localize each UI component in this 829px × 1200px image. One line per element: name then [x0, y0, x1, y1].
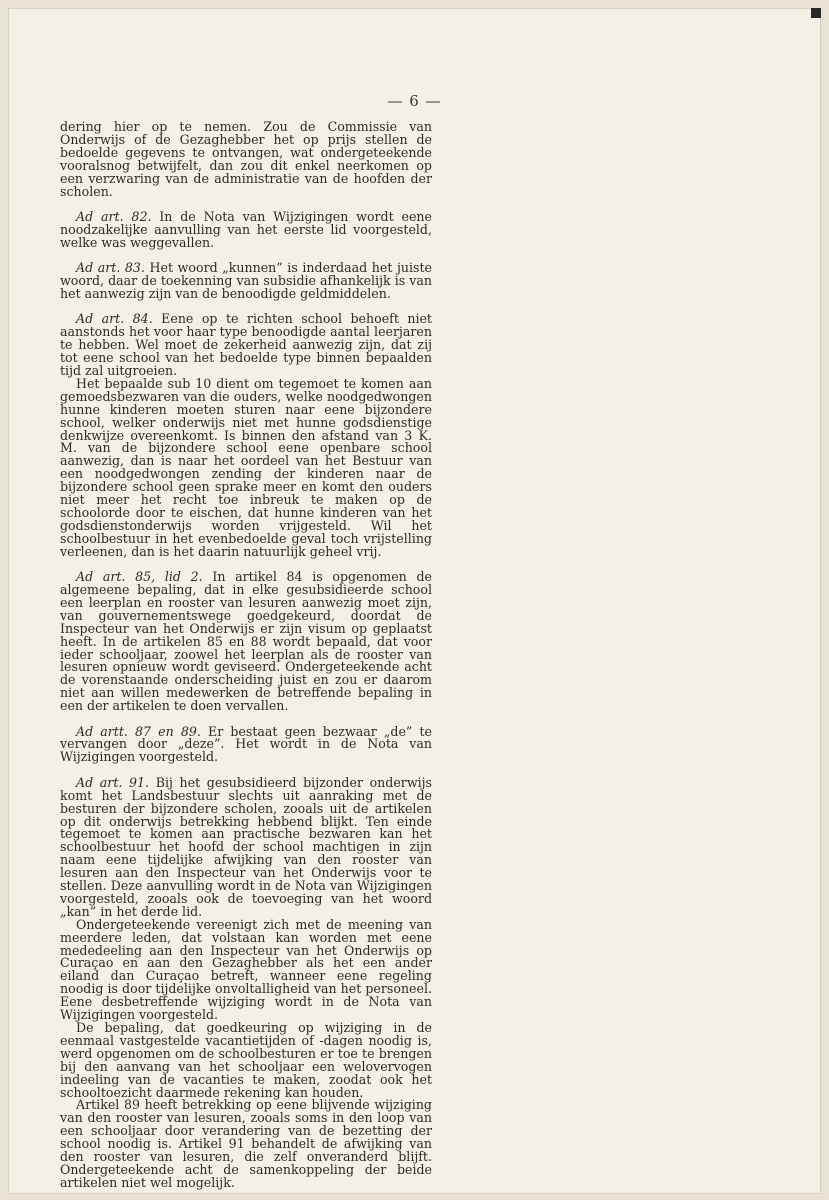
paragraph: Ad art. 91. Bij het gesubsidieerd bijzonder onderwijs komt het Landsbestuur slechts uit aanraking met de besturen der bijzondere scholen, zooals uit de artikelen op dit onderwijs betrekking hebbend blijkt. Ten einde tegemoet te komen aan practische bezwaren kan het schoolbestuur het hoofd der school machtigen in zijn naam eene tijdelijke afwijking van den rooster van lesuren aan den Inspecteur van het Onderwijs voor te stellen. Deze aanvulling wordt in de Nota van Wijzigingen voorgesteld, zooals ook de toevoeging van het woord „kan” in het derde lid. — [60, 774, 432, 919]
article-reference: Ad artt. 87 en 89. — [76, 723, 201, 739]
paragraph: De bepaling, dat goedkeuring op wijziging in de eenmaal vastgestelde vacantietijden of -dagen noodig is, werd opgenomen om de schoolbesturen er toe te brengen bij den aanvang van het schooljaar een welovervogen indeeling van de vacanties te maken, zoodat ook het schooltoezicht daarmede rekening kan houden. — [60, 1020, 432, 1100]
article-reference: Ad art. 82. — [76, 208, 152, 224]
article-reference: Ad art. 85, lid 2. — [76, 569, 203, 585]
paragraph: Het bepaalde sub 10 dient om tegemoet te komen aan gemoedsbezwaren van die ouders, welke noodgedwongen hunne kinderen moeten sturen naar eene bijzondere school, welker onderwijs niet met hunne godsdienstige denkwijze overeenkomt. Is binnen den afstand van 3 K. M. van de bijzondere school eene openbare school aanwezig, dan is naar het oordeel van het Bestuur van een noodgedwongen zending der kinderen naar de bijzondere school geen sprake meer en komt den ouders niet meer het recht toe inbreuk te maken op de schoolorde door te eischen, dat hunne kinderen van het godsdienstonderwijs worden vrijgesteld. Wil het schoolbestuur in het evenbedoelde geval toch vrijstelling verleenen, dan is het daarin natuurlijk geheel vrij. — [60, 375, 432, 559]
article-reference: Ad art. 91. — [76, 774, 150, 790]
paragraph: Ad art. 84. Eene op te richten school behoeft niet aanstonds het voor haar type benoodigde aantal leerjaren te hebben. Wel moet de zekerheid aanwezig zijn, dat zij tot eene school van het bedoelde type binnen bepaalden tijd zal uitgroeien. — [60, 311, 432, 378]
paragraph: dering hier op te nemen. Zou de Commissie van Onderwijs of de Gezaghebber het op prijs stellen de bedoelde gegevens te ontvangen, wat ondergeteekende vooralsnog betwijfelt, dan zou dit enkel neerkomen op een verzwaring van de administratie van de hoofden der scholen. — [60, 119, 432, 199]
corner-marker — [811, 8, 821, 18]
body-text — [60, 121, 432, 1190]
paragraph: Ad art. 83. Het woord „kunnen” is inderdaad het juiste woord, daar de toekenning van subsidie afhankelijk is van het aanwezig zijn van de benoodigde geldmiddelen. — [60, 260, 432, 301]
paragraph: Ad art. 85, lid 2. In artikel 84 is opgenomen de algemeene bepaling, dat in elke gesubsidieerde school een leerplan en rooster van lesuren aanwezig moet zijn, van gouvernementswege goedgekeurd, doordat de Inspecteur van het Onderwijs er zijn visum op geplaatst heeft. In de artikelen 85 en 88 wordt bepaald, dat voor ieder schooljaar, zoowel het leerplan als de rooster van lesuren opnieuw wordt geviseerd. Ondergeteekende acht de vorenstaande onderscheiding juist en zou er daarom niet aan willen medewerken de betreffende bepaling in een der artikelen te doen vervallen. — [60, 569, 432, 714]
paragraph: Ad art. 82. In de Nota van Wijzigingen wordt eene noodzakelijke aanvulling van het eerste lid voorgesteld, welke was weggevallen. — [60, 208, 432, 250]
article-reference: Ad art. 84. — [76, 311, 153, 327]
paragraph: Artikel 89 heeft betrekking op eene blijvende wijziging van den rooster van lesuren, zooals soms in den loop van een schooljaar door verandering van de bezetting der school noodig is. Artikel 91 behandelt de afwijking van den rooster van lesuren, die zelf onveranderd blijft. Ondergeteekende acht de samenkoppeling der beide artikelen niet wel mogelijk. — [60, 1097, 432, 1190]
article-reference: Ad art. 83. — [76, 260, 145, 276]
paragraph: Ad artt. 87 en 89. Er bestaat geen bezwaar „de” te vervangen door „deze”. Het wordt in de Nota van Wijzigingen voorgesteld. — [60, 723, 432, 765]
page-number: — 6 — — [387, 92, 442, 110]
paragraph: Ondergeteekende vereenigt zich met de meening van meerdere leden, dat volstaan kan worden met eene mededeeling aan den Inspecteur van het Onderwijs op Curaçao en aan den Gezaghebber als het een ander eiland dan Curaçao betreft, wanneer eene regeling noodig is door tijdelijke onvoltalligheid van het personeel. Eene desbetreffende wijziging wordt in de Nota van Wijzigingen voorgesteld. — [60, 916, 432, 1023]
